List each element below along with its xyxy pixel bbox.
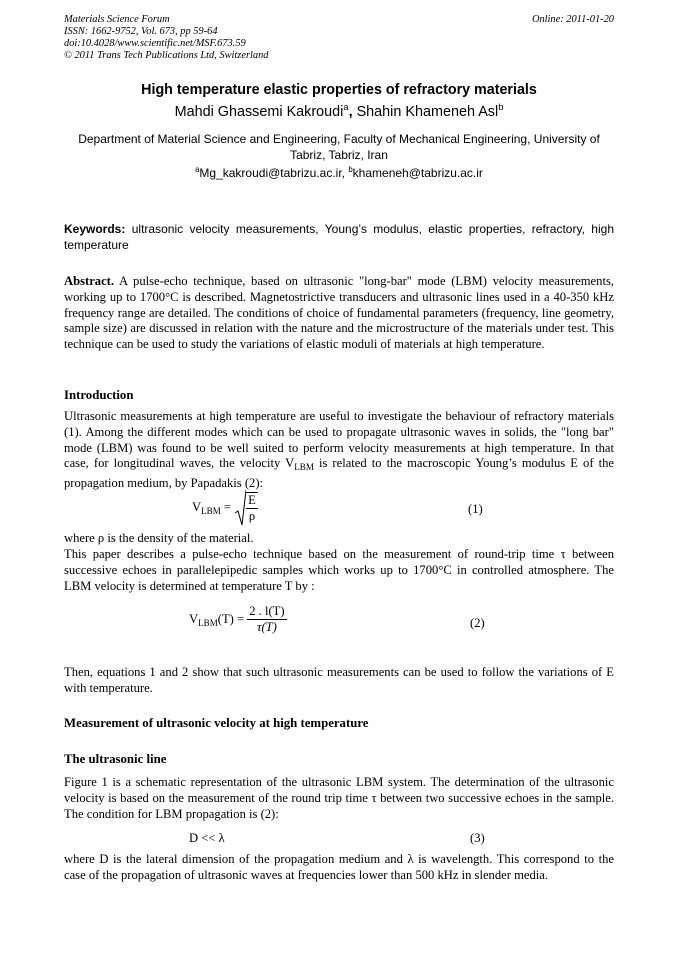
- eq2-fraction: [247, 604, 286, 635]
- eq1-numerator: E: [248, 493, 256, 507]
- email-2-sup: b: [348, 165, 353, 174]
- online-date: Online: 2011-01-20: [531, 14, 614, 25]
- intro-p1-subscript: LBM: [294, 462, 314, 473]
- intro-paragraph-3: This paper describes a pulse-echo technique based on the measurement of round-trip time τ between successive echoes in parallelepipedic samples which works up to 1700°C in controlled atmosphere. The LBM velocity is determined at temperature T by :: [64, 547, 614, 593]
- equation-3: D << λ: [189, 831, 225, 845]
- intro-paragraph-2: where ρ is the density of the material.: [64, 531, 254, 545]
- ultrasonic-line-paragraph-1: Figure 1 is a schematic representation of the ultrasonic LBM system. The determination of the ultrasonic velocity is based on the measurement of the round trip time τ between two successive echoes in the sample. The condition for LBM propagation is (2):: [64, 775, 614, 821]
- abstract-label: Abstract.: [64, 274, 115, 288]
- eq1-denominator: ρ: [246, 508, 258, 524]
- intro-paragraph-4: Then, equations 1 and 2 show that such ultrasonic measurements can be used to follow the variations of E with temperature.: [64, 665, 614, 695]
- eq2-numerator: 2 . l(T): [249, 604, 285, 618]
- eq2-denominator: τ(T): [247, 619, 286, 635]
- author-emails: [0, 166, 678, 180]
- section-heading-ultrasonic-line: The ultrasonic line: [64, 752, 167, 766]
- email-1-sup: a: [195, 165, 200, 174]
- section-heading-measurement: Measurement of ultrasonic velocity at high temperature: [64, 716, 369, 730]
- email-2: khameneh@tabrizu.ac.ir: [352, 166, 483, 180]
- email-1: Mg_kakroudi@tabrizu.ac.ir,: [199, 166, 349, 180]
- equation-2: [189, 604, 287, 635]
- intro-p1-text-a: Ultrasonic measurements at high temperature are useful to investigate the behaviour of refractory materials (1). Among the different modes which can be used to propagate ultrasonic waves in solids, the "long bar" mode (LBM) was found to be well suited to perform velocity measurements at high temperature. In that case, for longitudinal waves, the velocity V: [64, 409, 614, 471]
- paper-title: High temperature elastic properties of refractory materials: [141, 82, 537, 98]
- eq2-lhs-rest: (T) =: [217, 611, 248, 626]
- ultrasonic-line-paragraph-2: where D is the lateral dimension of the propagation medium and λ is wavelength. This correspond to the case of the propagation of ultrasonic waves at frequencies lower than 500 kHz in slender media.: [64, 852, 614, 882]
- eq1-lhs-v: V: [192, 500, 202, 514]
- eq1-equals: =: [220, 500, 235, 514]
- abstract: [64, 274, 614, 353]
- author-2-sup: b: [498, 102, 504, 113]
- keywords-label: Keywords:: [64, 222, 126, 236]
- equation-2-number: (2): [470, 616, 485, 630]
- eq1-lhs: [192, 500, 234, 514]
- eq1-lhs-sub: LBM: [201, 506, 221, 516]
- journal-copyright: © 2011 Trans Tech Publications Ltd, Switzerland: [64, 50, 269, 61]
- author-1: Mahdi Ghassemi Kakroudi: [174, 104, 344, 120]
- eq2-lhs-sub: LBM: [198, 617, 218, 628]
- eq2-lhs-v: V: [189, 611, 199, 626]
- journal-header: [64, 14, 268, 62]
- journal-doi: doi:10.4028/www.scientific.net/MSF.673.59: [64, 38, 246, 49]
- intro-p1-text-b: is related to the macroscopic Young’s modulus E of the propagation medium, by Papadakis (2):: [64, 456, 614, 491]
- abstract-text: A pulse-echo technique, based on ultrasonic "long-bar" mode (LBM) velocity measurements, working up to 1700°C is described. Magnetostrictive transducers and ultrasonic lines used in a 40-350 kHz frequency range are detailed. The conditions of choice of fundamental parameters (frequency, line geometry, sample size) are discussed in relation with the nature and the microstructure of the materials under test. This technique can be used to study the variations of elastic moduli of materials at high temperature.: [64, 274, 614, 352]
- eq1-fraction: [246, 492, 258, 524]
- eq2-lhs: [189, 612, 247, 626]
- sqrt-icon: [234, 489, 246, 527]
- equation-3-number: (3): [470, 831, 485, 845]
- equation-1-number: (1): [468, 502, 483, 516]
- journal-issn: ISSN: 1662-9752, Vol. 673, pp 59-64: [64, 26, 218, 37]
- author-1-sup: a: [343, 102, 349, 113]
- journal-name: Materials Science Forum: [64, 14, 170, 25]
- section-heading-introduction: Introduction: [64, 388, 134, 402]
- author-2: Shahin Khameneh Asl: [356, 104, 499, 120]
- author-separator: ,: [348, 104, 357, 120]
- affiliation: Department of Material Science and Engineering, Faculty of Mechanical Engineering, University of Tabriz, Tabriz, Iran: [78, 132, 600, 162]
- author-list: [0, 104, 678, 120]
- keywords-text: ultrasonic velocity measurements, Young’s modulus, elastic properties, refractory, high temperature: [64, 222, 614, 252]
- intro-paragraph-1: [64, 409, 614, 492]
- equation-1: [192, 489, 258, 527]
- keywords: [64, 221, 614, 253]
